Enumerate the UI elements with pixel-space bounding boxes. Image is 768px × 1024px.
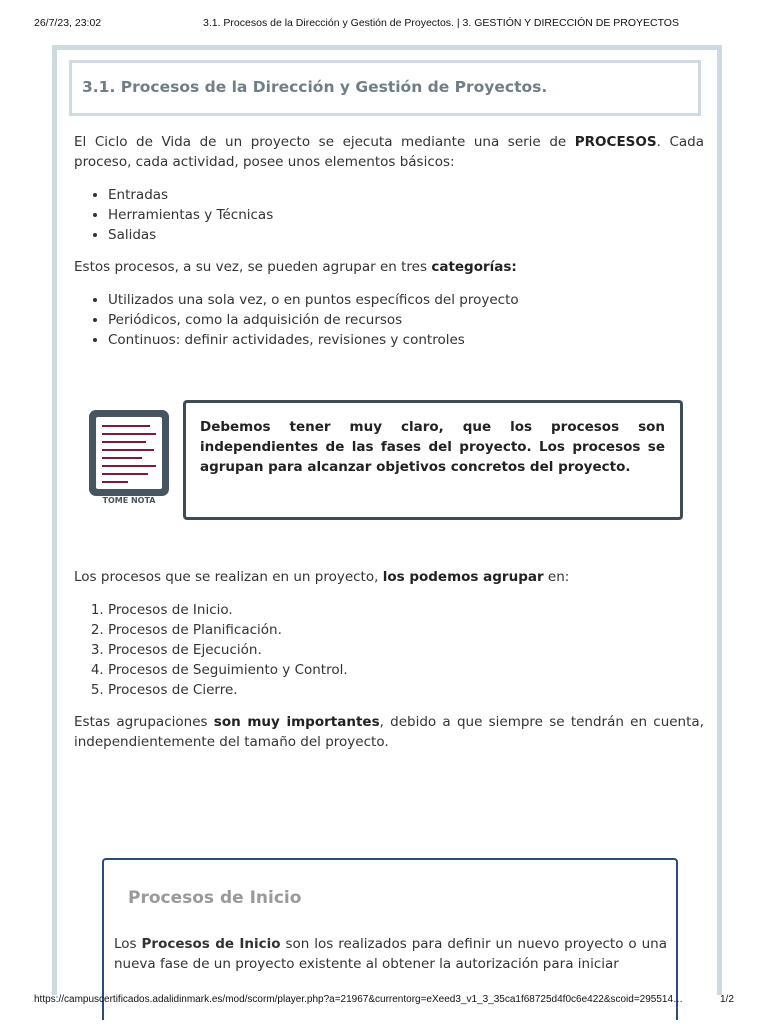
list-item: 3. Procesos de Ejecución. bbox=[108, 640, 348, 660]
inicio-title: Procesos de Inicio bbox=[128, 888, 302, 908]
groups-bold: los podemos agrupar bbox=[382, 569, 544, 585]
text-line bbox=[102, 425, 150, 427]
intro-text: El Ciclo de Vida de un proyecto se ejecuta mediante una serie de bbox=[74, 134, 575, 150]
note-icon bbox=[89, 410, 169, 508]
text-line bbox=[102, 465, 156, 467]
groups-list bbox=[74, 600, 348, 700]
document-icon bbox=[89, 410, 169, 496]
intro-text-end: . Cada proceso, cada actividad, posee unos elementos básicos: bbox=[74, 134, 705, 170]
list-item: • Continuos: definir actividades, revisiones y controles bbox=[108, 330, 519, 350]
inicio-bold: Procesos de Inicio bbox=[141, 936, 281, 952]
intro-paragraph bbox=[74, 132, 704, 172]
inicio-text: Los bbox=[114, 936, 142, 952]
importance-text: Estas agrupaciones bbox=[74, 714, 214, 730]
importance-bold: son muy importantes bbox=[213, 714, 380, 730]
note-icon-label: TOME NOTA bbox=[102, 496, 156, 505]
text-line bbox=[102, 481, 128, 483]
list-item: • Utilizados una sola vez, o en puntos específicos del proyecto bbox=[108, 290, 519, 310]
list-item: • Entradas bbox=[108, 185, 273, 205]
print-header bbox=[0, 15, 768, 31]
section-title-box bbox=[69, 60, 701, 116]
list-item: 4. Procesos de Seguimiento y Control. bbox=[108, 660, 348, 680]
print-footer bbox=[0, 992, 768, 1008]
groups-text: Los procesos que se realizan en un proyecto, bbox=[74, 569, 383, 585]
list-item: • Salidas bbox=[108, 225, 273, 245]
categories-paragraph bbox=[74, 257, 704, 277]
elements-list bbox=[74, 185, 273, 245]
groups-paragraph bbox=[74, 567, 704, 587]
section-title: 3.1. Procesos de la Dirección y Gestión de Proyectos. bbox=[82, 78, 548, 96]
list-item: 2. Procesos de Planificación. bbox=[108, 620, 348, 640]
importance-paragraph bbox=[74, 712, 704, 752]
note-box bbox=[183, 400, 683, 520]
text-line bbox=[102, 441, 146, 443]
categories-text: Estos procesos, a su vez, se pueden agrupar en tres bbox=[74, 259, 432, 275]
content-frame bbox=[52, 45, 722, 995]
text-line bbox=[102, 473, 148, 475]
print-date: 26/7/23, 23:02 bbox=[34, 17, 102, 29]
page-number: 1/2 bbox=[720, 994, 734, 1005]
categories-list bbox=[74, 290, 519, 350]
text-line bbox=[102, 433, 156, 435]
inicio-text-end: son los realizados para definir un nuevo proyecto o una nueva fase de un proyecto existente al obtener la autorización para iniciar bbox=[114, 936, 667, 972]
importance-text-end: , debido a que siempre se tendrán en cuenta, independientemente del tamaño del proyecto. bbox=[74, 714, 704, 750]
intro-bold: PROCESOS bbox=[574, 134, 657, 150]
print-page-title: 3.1. Procesos de la Dirección y Gestión de Proyectos. | 3. GESTIÓN Y DIRECCIÓN DE PROYECTOS bbox=[203, 17, 679, 29]
list-item: 1. Procesos de Inicio. bbox=[108, 600, 348, 620]
groups-text-end: en: bbox=[543, 569, 570, 585]
note-text: Debemos tener muy claro, que los procesos son independientes de las fases del proyecto. Los procesos se agrupan para alcanzar objetivos concretos del proyecto. bbox=[200, 419, 665, 475]
text-line bbox=[102, 457, 142, 459]
list-item: 5. Procesos de Cierre. bbox=[108, 680, 348, 700]
list-item: • Herramientas y Técnicas bbox=[108, 205, 273, 225]
list-item: • Periódicos, como la adquisición de recursos bbox=[108, 310, 519, 330]
inicio-paragraph bbox=[114, 934, 667, 974]
document-paper bbox=[96, 417, 162, 489]
print-url: https://campuscertificados.adalidinmark.es/mod/scorm/player.php?a=21967&currentorg=eXeed3_v1_3_35ca1f68725d4f0c6e422&scoid=295514… bbox=[34, 994, 684, 1005]
text-line bbox=[102, 449, 154, 451]
categories-bold: categorías: bbox=[431, 259, 517, 275]
